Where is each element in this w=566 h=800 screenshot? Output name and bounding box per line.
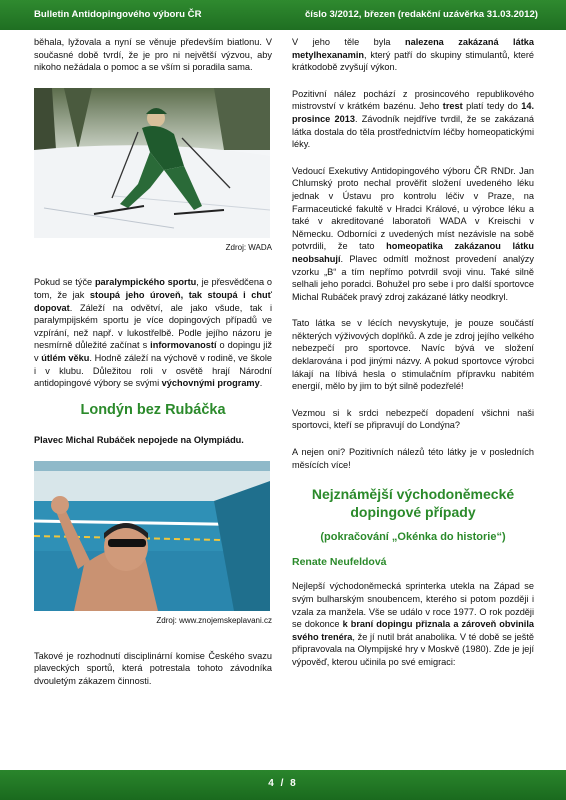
page-number: 4 / 8 [268,778,298,789]
paragraph: Takové je rozhodnutí disciplinární komise Českého svazu plaveckých sportů, která potrestala tohoto závodníka dvouletým zákazem činnosti. [34,650,272,686]
paragraph: běhala, lyžovala a nyní se věnuje především biatlonu. V současné době tvrdí, že je pro ni největší výzvou, aby nikoho nežádala o pomoc a se vším si poradila sama. [34,37,272,73]
paragraph: Pokud se týče paralympického sportu, je přesvědčena o tom, že jak stoupá jeho úroveň, tak stoupá i chuť dopovat. Záleží na odvětví, ale jako všude, tak i paralympijském sportu je více dopingových případů ve vzpírání, než např. v lukostřelbě. Podle jejího názoru je nesmírně důležité začínat s informovaností o dopingu již v útlém věku. Hodně záleží na výchově v rodině, ve škole i v klubu. Důležitou roli v osvětě hrají Národní antidopingové výbory se svými výchovnými programy. [34,277,272,389]
bulletin-title: Bulletin Antidopingového výboru ČR [34,9,202,20]
paragraph: Tato látka se v lécích nevyskytuje, je pouze součástí některých výživových doplňků. A zde je zdroj jejího velkého nebezpečí pro sportovce. Navíc bývá ve složení deklarována i pod jinými názvy. A pokud sportovce výrobci lákají na líbivá hesla o stimulačním přípravku nabitém energií, mělo by jim to být silně podezřelé! [292,318,534,392]
paragraph: A nejen oni? Pozitivních nálezů této látky je v posledních měsících více! [292,447,534,470]
paragraph: Nejlepší východoněmecká sprinterka utekla na Západ se svým bulharským snoubencem, kterého si potom později i vzala za manžela. Vše se událo v roce 1977. O rok později se dokonce k braní dopingu přiznala a zároveň obvinila svého trenéra, že jí nutil brát anabolika. V té době se ještě připravovala na Olympijské hry v Moskvě (1980). Zde je její výpověď, kterou učinila po své emigraci: [292,581,534,667]
footer-bar [0,770,566,800]
header-bar [0,0,566,30]
lead-paragraph: Plavec Michal Rubáček nepojede na Olympiádu. [34,435,244,446]
paragraph: Vezmou si k srdci nebezpečí dopadení všichni naši sportovci, kteří se připravují do Londýna? [292,407,534,431]
section-subheading: (pokračování „Okénka do historie“) [320,531,506,544]
paragraph: Pozitivní nález pochází z prosincového republikového mistrovství v krátkém bazénu. Jeho trest platí tedy do 14. prosince 2013. Závodník nejdříve tvrdil, že se zakázaná látka dostala do těla prostřednictvím léčby homeopatickými léky. [292,88,534,150]
paragraph: Vedoucí Exekutivy Antidopingového výboru ČR RNDr. Jan Chlumský proto nechal prověřit složení uvedeného léku jednak v Ústavu pro kontrolu léčiv v Praze, na Farmaceutické fakultě v Hradci Králové, u výrobce léku a také v akreditované laboratoři WADA v Kreischi v Německu. Odborníci z uvedených míst nezávisle na sobě potvrdili, že tato homeopatika zakázanou látku neobsahují. Plavec odmítl možnost provedení analýzy vzorku „B“ a tím nepřímo potvrdil svoji vinu. Také silně selhali jeho poradci. Bohužel pro sebe i pro další sportovce Michal Rubáček pravý zdroj zakázané látky neodkryl. [292,165,534,302]
left-column [34,36,272,701]
issue-info: číslo 3/2012, březen (redakční uzávěrka 31.03.2012) [304,9,538,20]
swimmer-photo [34,461,270,611]
right-column [292,36,534,683]
section-heading: Londýn bez Rubáčka [80,401,226,418]
photo-caption: Zdroj: WADA [225,242,272,252]
paragraph: V jeho těle byla nalezena zakázaná látka metylhexanamin, který patří do skupiny stimulantů, které krátkodobě zvyšují výkon. [292,37,534,73]
skier-photo [34,88,270,238]
section-heading: Nejznámější východoněmecké dopingové případy [311,486,515,521]
photo-caption: Zdroj: www.znojemskeplavani.cz [156,615,272,625]
author-name: Renate Neufeldová [292,555,387,568]
